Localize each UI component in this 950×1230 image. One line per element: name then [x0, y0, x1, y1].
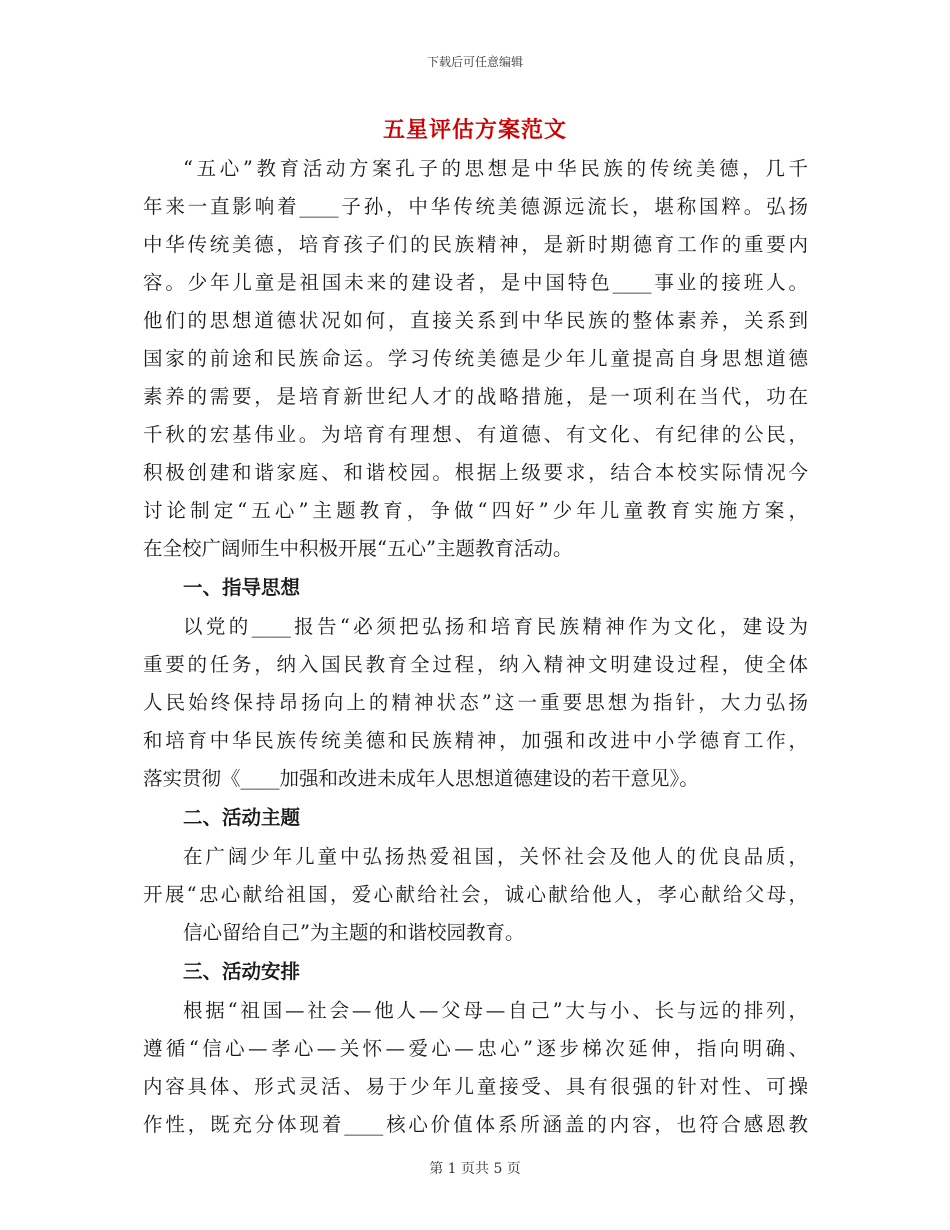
body-line: 内容具体、形式灵活、易于少年儿童接受、具有很强的针对性、可操	[143, 1075, 808, 1098]
body-line: 积极创建和谐家庭、和谐校园。根据上级要求，结合本校实际情况今	[143, 461, 808, 484]
body-line: 开展“忠心献给祖国，爱心献给社会，诚心献给他人，孝心献给父母，	[143, 883, 808, 906]
section-heading: 二、活动主题	[183, 806, 301, 829]
body-line: 根据“祖国—社会—他人—父母—自己”大与小、长与远的排列，	[183, 999, 808, 1022]
body-line: 在全校广阔师生中积极开展“五心”主题教育活动。	[143, 537, 573, 560]
body-line: 遵循“信心—孝心—关怀—爱心—忠心”逐步梯次延伸，指向明确、	[143, 1037, 808, 1060]
body-line: 和培育中华民族传统美德和民族精神，加强和改进中小学德育工作，	[143, 729, 808, 752]
body-line: 在广阔少年儿童中弘扬热爱祖国，关怀社会及他人的优良品质，	[183, 845, 808, 868]
body-line: 素养的需要，是培育新世纪人才的战略措施，是一项利在当代，功在	[143, 385, 808, 408]
document-body	[143, 150, 808, 1144]
body-line: 落实贯彻《____加强和改进未成年人思想道德建设的若干意见》。	[143, 767, 699, 790]
body-line: 千秋的宏基伟业。为培育有理想、有道德、有文化、有纪律的公民，	[143, 423, 808, 446]
body-line: 中华传统美德，培育孩子们的民族精神，是新时期德育工作的重要内	[143, 233, 808, 256]
body-line: 容。少年儿童是祖国未来的建设者，是中国特色____事业的接班人。	[143, 271, 808, 294]
body-line: 重要的任务，纳入国民教育全过程，纳入精神文明建设过程，使全体	[143, 653, 808, 676]
body-line: 作性，既充分体现着____核心价值体系所涵盖的内容，也符合感恩教	[143, 1113, 808, 1136]
section-heading: 三、活动安排	[183, 960, 301, 983]
body-line: 年来一直影响着____子孙，中华传统美德源远流长，堪称国粹。弘扬	[143, 195, 808, 218]
body-line: 讨论制定“五心”主题教育，争做“四好”少年儿童教育实施方案，	[143, 499, 808, 522]
body-line: 人民始终保持昂扬向上的精神状态”这一重要思想为指针，大力弘扬	[143, 691, 808, 714]
section-heading: 一、指导思想	[183, 576, 301, 599]
body-line: 国家的前途和民族命运。学习传统美德是少年儿童提高自身思想道德	[143, 347, 808, 370]
body-line: 他们的思想道德状况如何，直接关系到中华民族的整体素养，关系到	[143, 309, 808, 332]
body-line: 以党的____报告“必须把弘扬和培育民族精神作为文化，建设为	[183, 615, 808, 638]
page-footer: 第 1 页共 5 页	[429, 1161, 521, 1177]
body-line: “五心”教育活动方案孔子的思想是中华民族的传统美德，几千	[183, 157, 808, 180]
document-title: 五星评估方案范文	[382, 117, 567, 143]
page-header: 下载后可任意编辑	[426, 55, 523, 69]
body-line: 信心留给自己”为主题的和谐校园教育。	[183, 921, 525, 944]
